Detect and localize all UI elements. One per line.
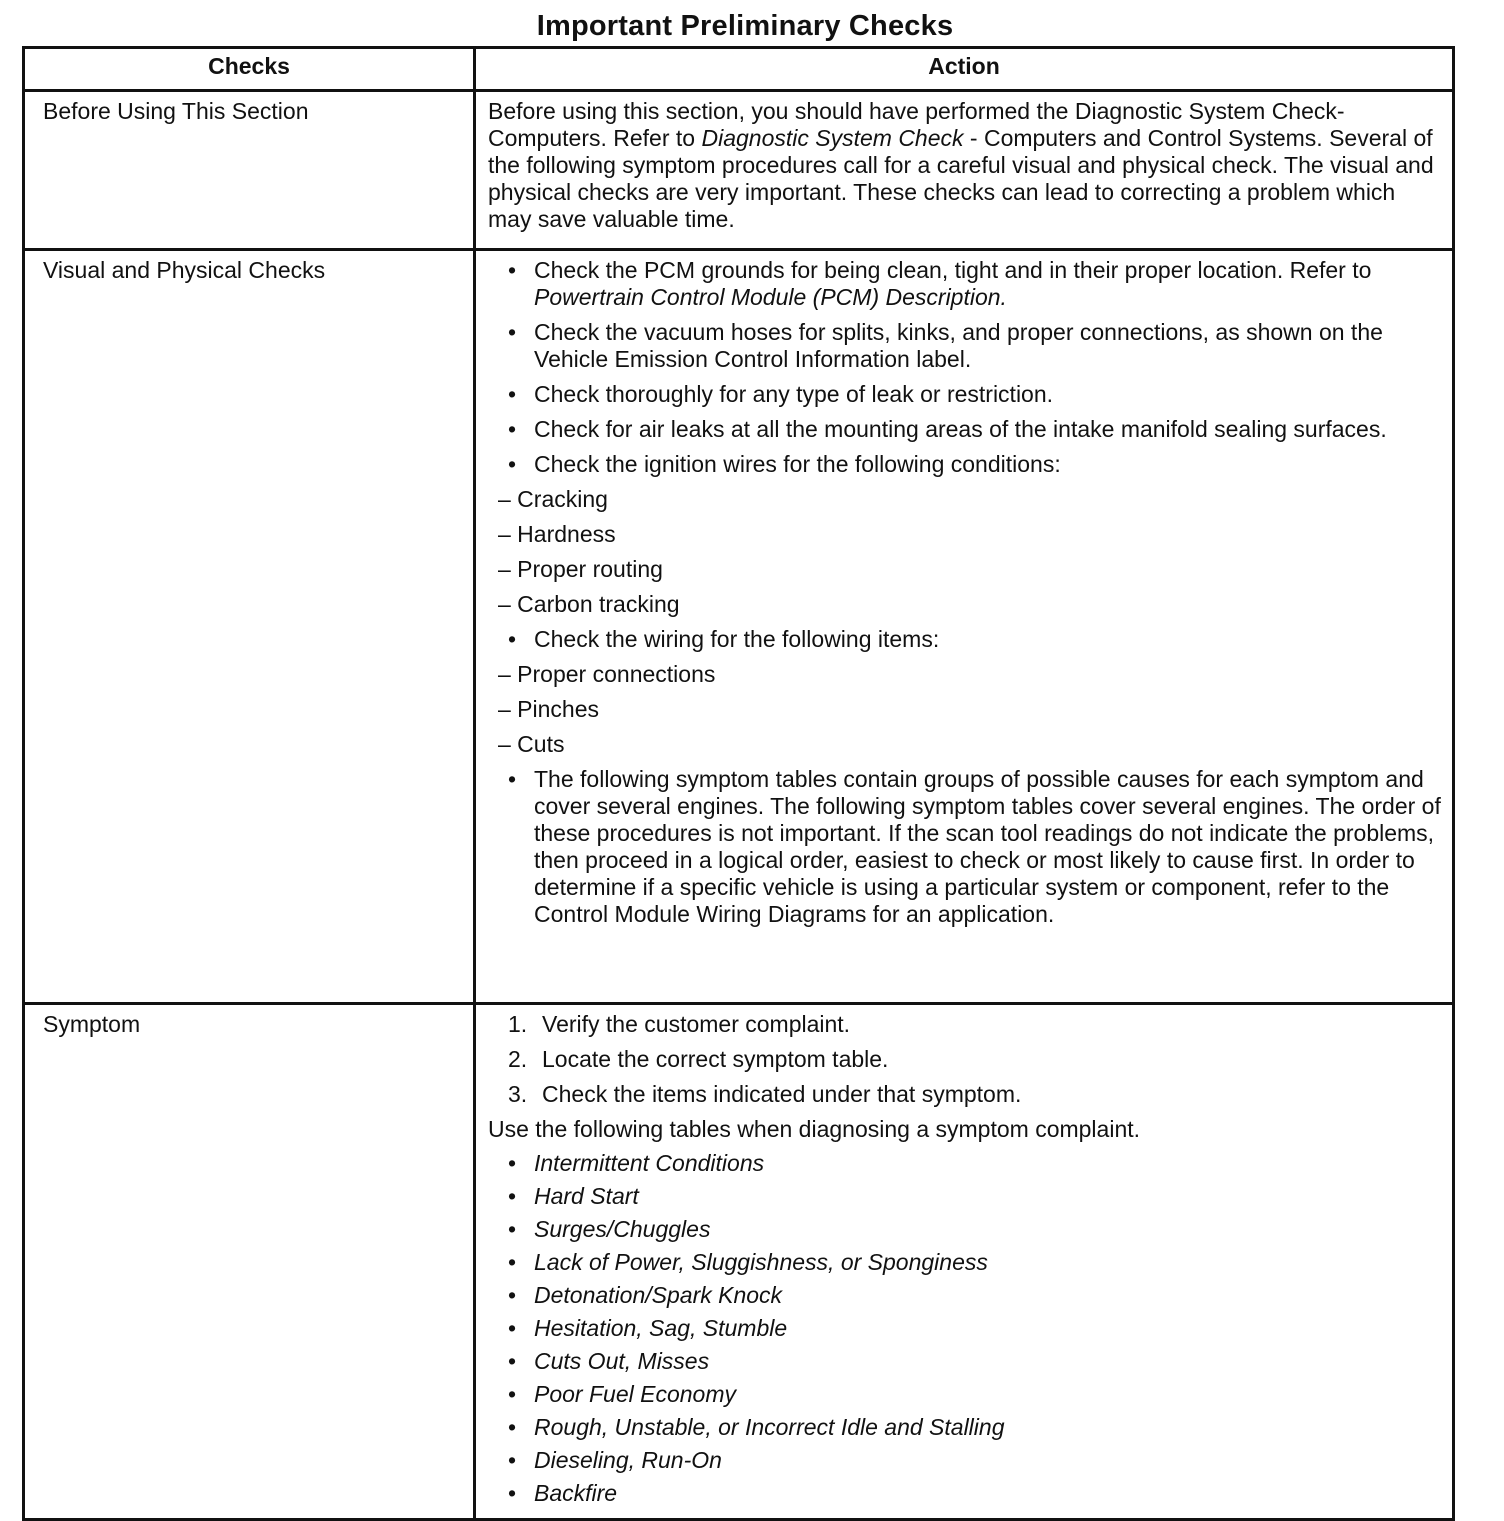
bullet-icon: •	[508, 1216, 517, 1242]
wiring-sublist	[498, 661, 1442, 758]
symptom-intro: Use the following tables when diagnosing a symptom complaint.	[488, 1116, 1141, 1142]
check-label-before: Before Using This Section	[24, 91, 475, 250]
table-row	[24, 1004, 1454, 1520]
bullet-icon: •	[508, 1381, 517, 1407]
list-item: • Lack of Power, Sluggishness, or Sponginess	[488, 1246, 1442, 1279]
bullet-icon: •	[508, 451, 517, 477]
list-item: • Check the ignition wires for the following conditions: – Cracking – Hardness – Proper routing – Carbon tracking	[488, 451, 1442, 618]
bullet-icon: •	[508, 319, 517, 345]
step-item: 1. Verify the customer complaint.	[508, 1011, 851, 1037]
bullet-icon: •	[508, 381, 517, 407]
bullet-icon: •	[508, 257, 517, 283]
sub-item: – Carbon tracking	[498, 591, 680, 617]
action-visual	[475, 250, 1454, 1004]
check-label-visual: Visual and Physical Checks	[24, 250, 475, 1004]
action-symptom	[475, 1004, 1454, 1520]
step-item: 2. Locate the correct symptom table.	[508, 1046, 889, 1072]
bullet-icon: •	[508, 1414, 517, 1440]
list-item: • Dieseling, Run-On	[488, 1444, 1442, 1477]
list-item: • Cuts Out, Misses	[488, 1345, 1442, 1378]
list-item: • Rough, Unstable, or Incorrect Idle and Stalling	[488, 1411, 1442, 1444]
bullet-icon: •	[508, 1447, 517, 1473]
bullet-icon: •	[508, 1315, 517, 1341]
header-checks: Checks	[24, 48, 475, 91]
bullet-icon: •	[508, 1249, 517, 1275]
action-before	[475, 91, 1454, 250]
table-row	[24, 250, 1454, 1004]
list-item: • Check for air leaks at all the mounting areas of the intake manifold sealing surfaces.	[508, 416, 1387, 442]
before-italic: Diagnostic System Check	[701, 125, 964, 151]
bullet-icon: •	[508, 1150, 517, 1176]
before-text-tail: - Computers and Control Systems. Several of the following symptom procedures call for a careful visual and physical check. The visual and physical checks are very important. These checks can lead to correcting a problem which may save valuable time.	[488, 125, 1434, 232]
list-item: • Check thoroughly for any type of leak or restriction.	[508, 381, 1054, 407]
list-item: • Check the PCM grounds for being clean, tight and in their proper location. Refer to Powertrain Control Module (PCM) Description.	[508, 257, 1372, 310]
list-item: • The following symptom tables contain groups of possible causes for each symptom and cover several engines. The following symptom tables cover several engines. The order of these procedures is not important. If the scan tool readings do not indicate the problems, then proceed in a logical order, easiest to check or most likely to cause first. In order to determine if a specific vehicle is using a particular system or component, refer to the Control Module Wiring Diagrams for an application.	[508, 766, 1441, 927]
symptom-steps	[488, 1011, 1442, 1108]
bullet-icon: •	[508, 766, 517, 792]
list-item: • Backfire	[488, 1477, 1442, 1510]
list-item: • Hesitation, Sag, Stumble	[488, 1312, 1442, 1345]
bullet-icon: •	[508, 416, 517, 442]
sub-item: – Hardness	[498, 521, 616, 547]
bullet-icon: •	[508, 1480, 517, 1506]
list-item: • Surges/Chuggles	[488, 1213, 1442, 1246]
list-item: • Poor Fuel Economy	[488, 1378, 1442, 1411]
before-paragraph	[488, 98, 1442, 233]
header-row	[24, 48, 1454, 91]
header-action: Action	[475, 48, 1454, 91]
check-label-symptom: Symptom	[24, 1004, 475, 1520]
list-item: • Detonation/Spark Knock	[488, 1279, 1442, 1312]
preliminary-checks-table	[22, 46, 1455, 1521]
list-item: • Check the vacuum hoses for splits, kinks, and proper connections, as shown on the Vehicle Emission Control Information label.	[508, 319, 1383, 372]
bullet-icon: •	[508, 1348, 517, 1374]
sub-item: – Cuts	[498, 731, 565, 757]
step-item: 3. Check the items indicated under that symptom.	[508, 1081, 1022, 1107]
sub-item: – Proper routing	[498, 556, 663, 582]
symptom-table-list	[488, 1147, 1442, 1510]
sub-item: – Proper connections	[498, 661, 716, 687]
list-item: • Intermittent Conditions	[488, 1147, 1442, 1180]
sub-item: – Pinches	[498, 696, 600, 722]
before-text: Before using this section, you should have performed the Diagnostic System Check-Computers. Refer to	[488, 98, 1345, 151]
bullet-icon: •	[508, 626, 517, 652]
visual-bullet-list	[488, 257, 1442, 928]
ignition-sublist	[498, 486, 1442, 618]
bullet-icon: •	[508, 1183, 517, 1209]
bullet-icon: •	[508, 1282, 517, 1308]
page-title: Important Preliminary Checks	[536, 10, 954, 42]
list-item: • Hard Start	[488, 1180, 1442, 1213]
table-row	[24, 91, 1454, 250]
sub-item: – Cracking	[498, 486, 608, 512]
list-item: • Check the wiring for the following items: – Proper connections – Pinches – Cuts	[488, 626, 1442, 758]
